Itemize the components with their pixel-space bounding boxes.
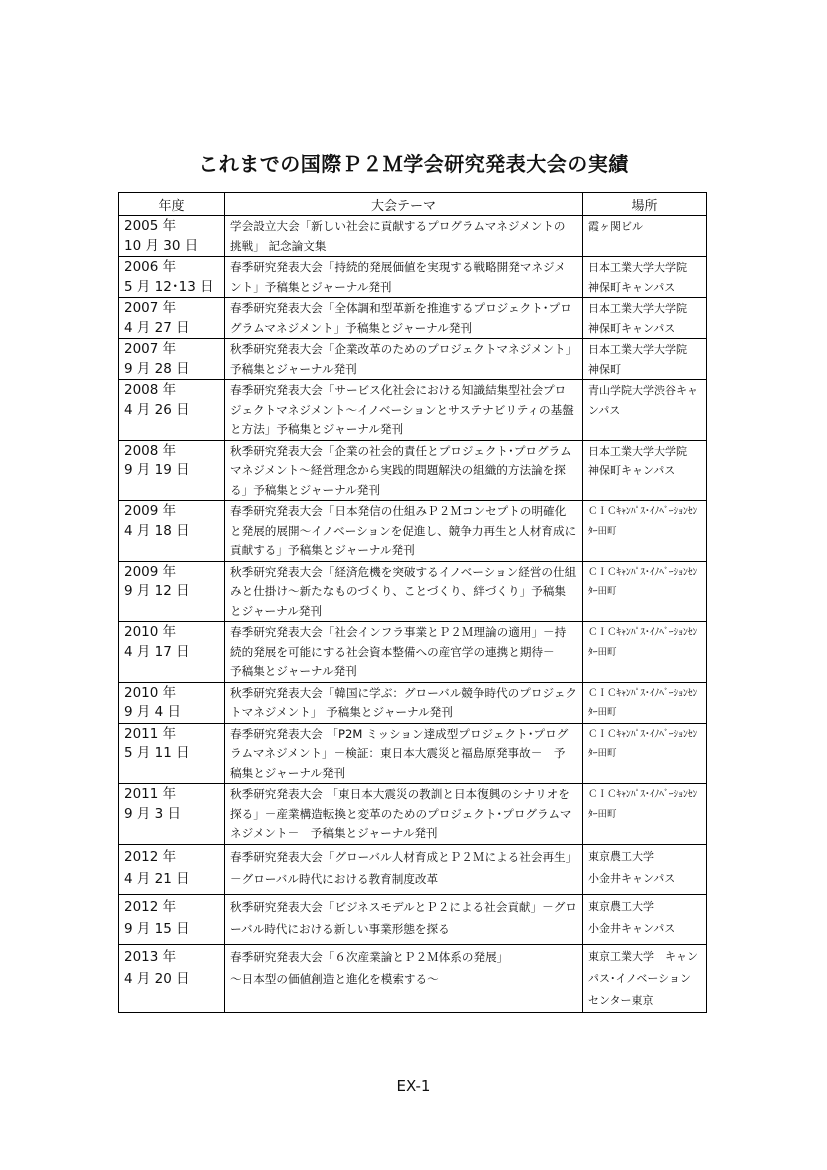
table-row [119, 561, 707, 622]
table-row [119, 844, 707, 894]
table-row [119, 216, 707, 257]
theme-cell: 学会設立大会「新しい社会に貢献するプログラムマネジメントの挑戦」 記念論文集 [225, 216, 583, 257]
table-row [119, 380, 707, 441]
date-cell: 2010 年 4 月 17 日 [119, 622, 225, 683]
theme-cell: 春季研究発表大会「グローバル人材育成とＰ２Ｍによる社会再生」－グローバル時代における教育制度改革 [225, 844, 583, 894]
place-cell: 霞ヶ関ビル [583, 216, 707, 257]
place-cell: 東京工業大学 キャンパス･イノベーションセンター東京 [583, 944, 707, 1012]
table-row [119, 440, 707, 501]
date-cell: 2011 年 5 月 11 日 [119, 723, 225, 784]
page-title: これまでの国際Ｐ２Ｍ学会研究発表大会の実績 [198, 152, 629, 176]
table-row [119, 784, 707, 845]
theme-cell: 秋季研究発表大会「企業改革のためのプロジェクトマネジメント」予稿集とジャーナル発刊 [225, 339, 583, 380]
conference-history-table [118, 192, 707, 1013]
header-year: 年度 [119, 193, 225, 216]
place-cell: 日本工業大学大学院 神保町キャンパス [583, 257, 707, 298]
date-cell: 2009 年 9 月 12 日 [119, 561, 225, 622]
theme-cell: 春季研究発表大会「持続的発展価値を実現する戦略開発マネジメント」予稿集とジャーナル発刊 [225, 257, 583, 298]
date-cell: 2011 年 9 月 3 日 [119, 784, 225, 845]
table-row [119, 501, 707, 562]
date-cell: 2009 年 4 月 18 日 [119, 501, 225, 562]
header-theme: 大会テーマ [225, 193, 583, 216]
date-cell: 2005 年 10 月 30 日 [119, 216, 225, 257]
place-cell: ＣＩＣｷｬﾝﾊﾟｽ･ｲﾉﾍﾞｰｼｮﾝｾﾝﾀｰ田町 [583, 622, 707, 683]
date-cell: 2007 年 9 月 28 日 [119, 339, 225, 380]
theme-cell: 春季研究発表大会「６次産業論とＰ２Ｍ体系の発展」 ～日本型の価値創造と進化を模索する～ [225, 944, 583, 1012]
theme-cell: 秋季研究発表大会「経済危機を突破するイノベーション経営の仕組みと仕掛け～新たなものづくり、ことづくり、絆づくり」予稿集とジャーナル発刊 [225, 561, 583, 622]
date-cell: 2013 年 4 月 20 日 [119, 944, 225, 1012]
place-cell: ＣＩＣｷｬﾝﾊﾟｽ･ｲﾉﾍﾞｰｼｮﾝｾﾝﾀｰ田町 [583, 682, 707, 723]
table-row [119, 622, 707, 683]
place-cell: 日本工業大学大学院 神保町キャンパス [583, 440, 707, 501]
table-row [119, 682, 707, 723]
date-cell: 2012 年 9 月 15 日 [119, 894, 225, 944]
date-cell: 2008 年 4 月 26 日 [119, 380, 225, 441]
theme-cell: 春季研究発表大会 「P2M ミッション達成型プロジェクト･プログラムマネジメント」－検証：東日本大震災と福島原発事故－ 予稿集とジャーナル発刊 [225, 723, 583, 784]
date-cell: 2007 年 4 月 27 日 [119, 298, 225, 339]
table-row [119, 339, 707, 380]
place-cell: 青山学院大学渋谷キャンパス [583, 380, 707, 441]
table-row [119, 894, 707, 944]
table-header-row [119, 193, 707, 216]
table-row [119, 298, 707, 339]
date-cell: 2012 年 4 月 21 日 [119, 844, 225, 894]
theme-cell: 秋季研究発表大会「韓国に学ぶ：グローバル競争時代のプロジェクトマネジメント」 予稿集とジャーナル発刊 [225, 682, 583, 723]
place-cell: 日本工業大学大学院 神保町キャンパス [583, 298, 707, 339]
place-cell: 東京農工大学 小金井キャンパス [583, 894, 707, 944]
theme-cell: 春季研究発表大会「社会インフラ事業とＰ２Ｍ理論の適用」－持続的発展を可能にする社会資本整備への産官学の連携と期待－ 予稿集とジャーナル発刊 [225, 622, 583, 683]
place-cell: ＣＩＣｷｬﾝﾊﾟｽ･ｲﾉﾍﾞｰｼｮﾝｾﾝﾀｰ田町 [583, 784, 707, 845]
place-cell: 東京農工大学 小金井キャンパス [583, 844, 707, 894]
theme-cell: 春季研究発表大会「日本発信の仕組みＰ２Ｍコンセプトの明確化と発展的展開～イノベーションを促進し、競争力再生と人材育成に貢献する」予稿集とジャーナル発刊 [225, 501, 583, 562]
date-cell: 2010 年 9 月 4 日 [119, 682, 225, 723]
theme-cell: 春季研究発表大会「全体調和型革新を推進するプロジェクト･プログラムマネジメント」予稿集とジャーナル発刊 [225, 298, 583, 339]
table-row [119, 944, 707, 1012]
page-number: EX-1 [396, 1077, 431, 1095]
date-cell: 2006 年 5 月 12･13 日 [119, 257, 225, 298]
theme-cell: 春季研究発表大会「サービス化社会における知識結集型社会プロジェクトマネジメント～イノベーションとサステナビリティの基盤と方法」予稿集とジャーナル発刊 [225, 380, 583, 441]
theme-cell: 秋季研究発表大会「企業の社会的責任とプロジェクト･プログラムマネジメント～経営理念から実践的問題解決の組織的方法論を探る」予稿集とジャーナル発刊 [225, 440, 583, 501]
place-cell: ＣＩＣｷｬﾝﾊﾟｽ･ｲﾉﾍﾞｰｼｮﾝｾﾝﾀｰ田町 [583, 723, 707, 784]
theme-cell: 秋季研究発表大会「ビジネスモデルとＰ２による社会貢献」－グローバル時代における新しい事業形態を探る [225, 894, 583, 944]
theme-cell: 秋季研究発表大会 「東日本大震災の教訓と日本復興のシナリオを探る」－産業構造転換と変革のためのプロジェクト･プログラムマネジメント－ 予稿集とジャーナル発刊 [225, 784, 583, 845]
header-place: 場所 [583, 193, 707, 216]
table-row [119, 257, 707, 298]
table-row [119, 723, 707, 784]
place-cell: ＣＩＣｷｬﾝﾊﾟｽ･ｲﾉﾍﾞｰｼｮﾝｾﾝﾀｰ田町 [583, 501, 707, 562]
place-cell: ＣＩＣｷｬﾝﾊﾟｽ･ｲﾉﾍﾞｰｼｮﾝｾﾝﾀｰ田町 [583, 561, 707, 622]
place-cell: 日本工業大学大学院 神保町 [583, 339, 707, 380]
date-cell: 2008 年 9 月 19 日 [119, 440, 225, 501]
